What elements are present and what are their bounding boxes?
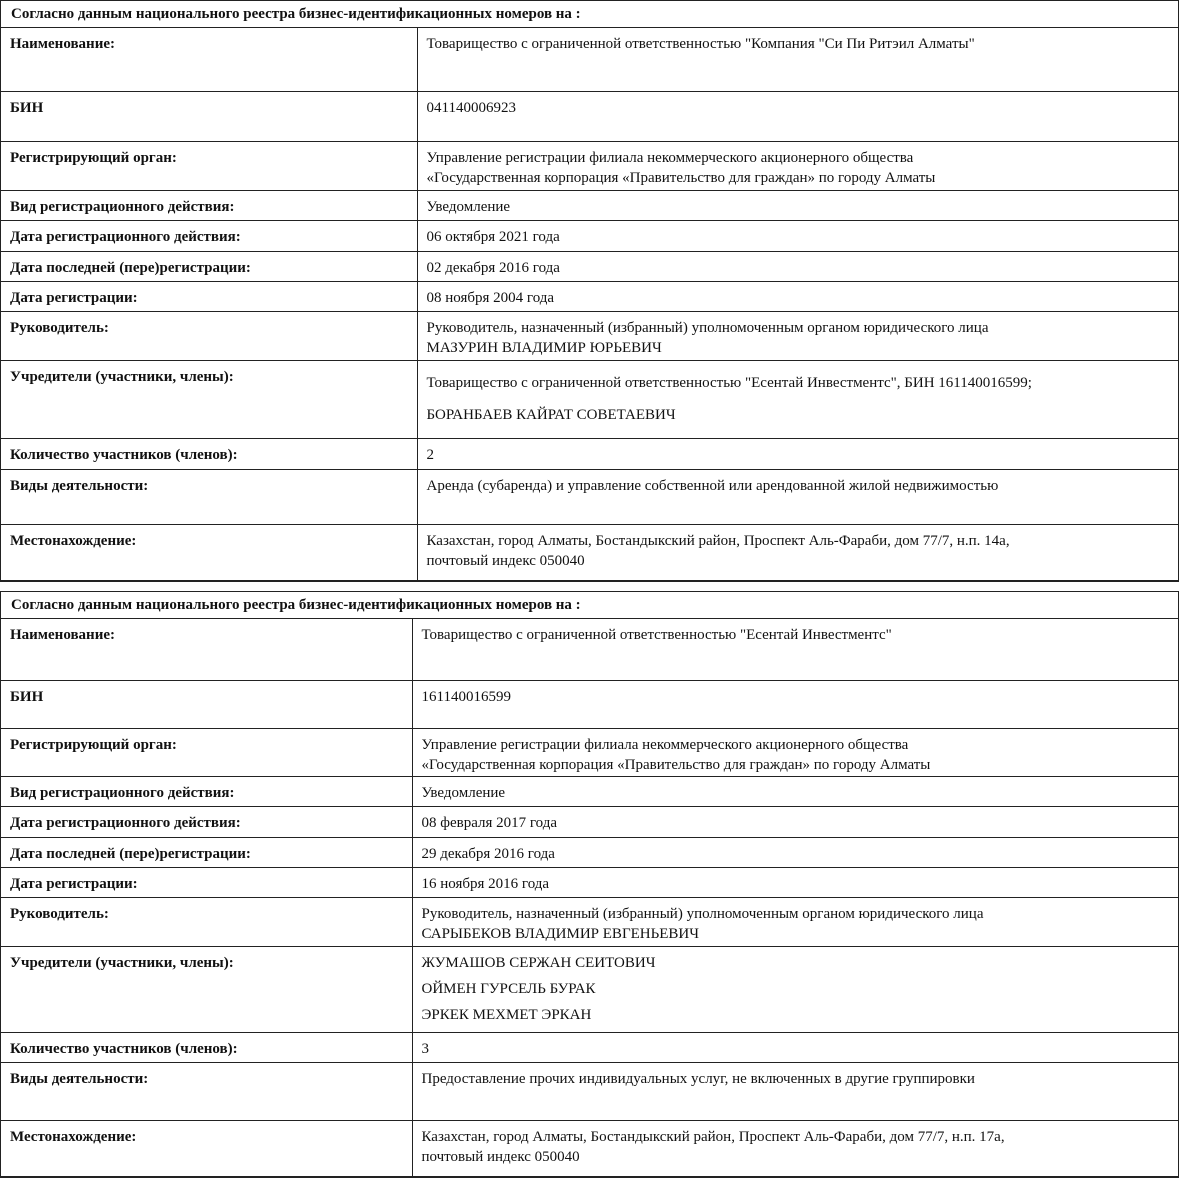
location-line: почтовый индекс 050040 <box>421 1149 580 1165</box>
founder-item: ЭРКЕК МЕХМЕТ ЭРКАН <box>421 1007 592 1023</box>
value-reg-date: 16 ноября 2016 года <box>412 868 1178 898</box>
label-founders: Учредители (участники, члены): <box>1 947 412 1033</box>
row-activities <box>1 1063 1178 1121</box>
label-activities: Виды деятельности: <box>1 470 417 525</box>
founder-item: Товарищество с ограниченной ответственностью "Есентай Инвестментс", БИН 161140016599; <box>426 375 1032 391</box>
label-head: Руководитель: <box>1 898 412 947</box>
row-name <box>1 28 1178 92</box>
head-person: САРЫБЕКОВ ВЛАДИМИР ЕВГЕНЬЕВИЧ <box>421 926 699 942</box>
value-last-rereg: 29 декабря 2016 года <box>412 838 1178 868</box>
label-last-rereg: Дата последней (пере)регистрации: <box>1 838 412 868</box>
label-bin: БИН <box>1 92 417 142</box>
label-bin: БИН <box>1 681 412 729</box>
value-last-rereg: 02 декабря 2016 года <box>417 252 1178 282</box>
label-action-date: Дата регистрационного действия: <box>1 221 417 252</box>
head-person: МАЗУРИН ВЛАДИМИР ЮРЬЕВИЧ <box>426 340 662 356</box>
label-member-count: Количество участников (членов): <box>1 1033 412 1063</box>
location-line: Казахстан, город Алматы, Бостандыкский район, Проспект Аль-Фараби, дом 77/7, н.п. 14а, <box>426 533 1010 549</box>
row-reg-date <box>1 868 1178 898</box>
label-reg-date: Дата регистрации: <box>1 868 412 898</box>
value-reg-body <box>412 729 1178 777</box>
record-header: Согласно данным национального реестра бизнес-идентификационных номеров на : <box>1 591 1178 618</box>
row-member-count <box>1 1033 1178 1063</box>
row-last-rereg <box>1 252 1178 282</box>
value-action-date: 08 февраля 2017 года <box>412 807 1178 838</box>
label-reg-body: Регистрирующий орган: <box>1 142 417 191</box>
registry-record-2 <box>0 591 1179 1178</box>
value-founders <box>417 361 1178 439</box>
record-table <box>1 618 1178 1177</box>
value-action-date: 06 октября 2021 года <box>417 221 1178 252</box>
label-action-date: Дата регистрационного действия: <box>1 807 412 838</box>
value-name: Товарищество с ограниченной ответственностью "Есентай Инвестментс" <box>412 619 1178 681</box>
value-activities: Предоставление прочих индивидуальных услуг, не включенных в другие группировки <box>412 1063 1178 1121</box>
value-action-type: Уведомление <box>417 191 1178 221</box>
label-name: Наименование: <box>1 28 417 92</box>
label-location: Местонахождение: <box>1 1121 412 1177</box>
row-member-count <box>1 439 1178 470</box>
row-reg-body <box>1 729 1178 777</box>
value-member-count: 3 <box>412 1033 1178 1063</box>
row-head <box>1 312 1178 361</box>
row-reg-date <box>1 282 1178 312</box>
reg-body-line: «Государственная корпорация «Правительство для граждан» по городу Алматы <box>421 757 931 773</box>
row-action-date <box>1 221 1178 252</box>
label-founders: Учредители (участники, члены): <box>1 361 417 439</box>
row-bin <box>1 681 1178 729</box>
label-activities: Виды деятельности: <box>1 1063 412 1121</box>
value-founders <box>412 947 1178 1033</box>
row-name <box>1 619 1178 681</box>
value-location <box>417 525 1178 581</box>
reg-body-line: Управление регистрации филиала некоммерческого акционерного общества <box>421 737 909 753</box>
label-head: Руководитель: <box>1 312 417 361</box>
label-reg-body: Регистрирующий орган: <box>1 729 412 777</box>
row-action-date <box>1 807 1178 838</box>
row-founders <box>1 361 1178 439</box>
label-name: Наименование: <box>1 619 412 681</box>
value-head <box>417 312 1178 361</box>
row-head <box>1 898 1178 947</box>
value-reg-body <box>417 142 1178 191</box>
founder-item: ОЙМЕН ГУРСЕЛЬ БУРАК <box>421 981 596 997</box>
row-founders <box>1 947 1178 1033</box>
label-member-count: Количество участников (членов): <box>1 439 417 470</box>
location-line: почтовый индекс 050040 <box>426 553 585 569</box>
reg-body-line: «Государственная корпорация «Правительство для граждан» по городу Алматы <box>426 170 936 186</box>
row-location <box>1 525 1178 581</box>
row-action-type <box>1 191 1178 221</box>
record-table <box>1 27 1178 581</box>
value-bin: 041140006923 <box>417 92 1178 142</box>
founder-item: ЖУМАШОВ СЕРЖАН СЕИТОВИЧ <box>421 955 656 971</box>
label-location: Местонахождение: <box>1 525 417 581</box>
head-title: Руководитель, назначенный (избранный) уполномоченным органом юридического лица <box>421 906 984 922</box>
head-title: Руководитель, назначенный (избранный) уполномоченным органом юридического лица <box>426 320 989 336</box>
registry-record-1 <box>0 0 1179 582</box>
value-bin: 161140016599 <box>412 681 1178 729</box>
row-reg-body <box>1 142 1178 191</box>
value-activities: Аренда (субаренда) и управление собственной или арендованной жилой недвижимостью <box>417 470 1178 525</box>
label-action-type: Вид регистрационного действия: <box>1 191 417 221</box>
label-last-rereg: Дата последней (пере)регистрации: <box>1 252 417 282</box>
label-reg-date: Дата регистрации: <box>1 282 417 312</box>
value-head <box>412 898 1178 947</box>
row-last-rereg <box>1 838 1178 868</box>
record-header: Согласно данным национального реестра бизнес-идентификационных номеров на : <box>1 0 1178 27</box>
value-location <box>412 1121 1178 1177</box>
row-location <box>1 1121 1178 1177</box>
location-line: Казахстан, город Алматы, Бостандыкский район, Проспект Аль-Фараби, дом 77/7, н.п. 17а, <box>421 1129 1005 1145</box>
value-member-count: 2 <box>417 439 1178 470</box>
value-action-type: Уведомление <box>412 777 1178 807</box>
reg-body-line: Управление регистрации филиала некоммерческого акционерного общества <box>426 150 914 166</box>
value-reg-date: 08 ноября 2004 года <box>417 282 1178 312</box>
value-name: Товарищество с ограниченной ответственностью "Компания "Си Пи Ритэил Алматы" <box>417 28 1178 92</box>
row-bin <box>1 92 1178 142</box>
founder-item: БОРАНБАЕВ КАЙРАТ СОВЕТАЕВИЧ <box>426 407 676 423</box>
label-action-type: Вид регистрационного действия: <box>1 777 412 807</box>
row-activities <box>1 470 1178 525</box>
row-action-type <box>1 777 1178 807</box>
